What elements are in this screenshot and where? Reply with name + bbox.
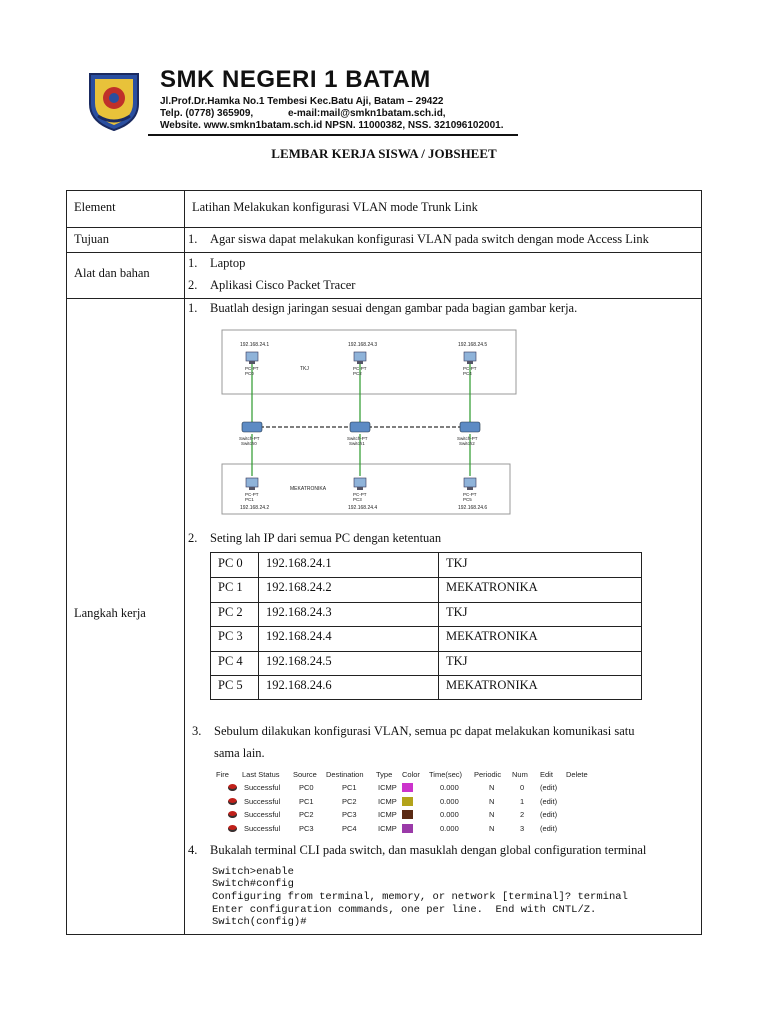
sim-cell-source: PC1 [299,796,314,806]
zone-tkj-label: TKJ [300,366,309,372]
ip-table-ip: 192.168.24.1 [266,556,332,570]
ip-table-pc: PC 0 [218,556,243,570]
page-title: LEMBAR KERJA SISWA / JOBSHEET [271,146,497,161]
row-divider [66,298,702,299]
diagram-switch-type: Switch-PT [239,436,260,441]
header-rule [148,134,518,136]
sim-header: Last Status [242,770,280,779]
diagram-ip-label: 192.168.24.5 [458,342,488,348]
sim-cell-periodic: N [489,823,495,833]
alat-label: Alat dan bahan [74,266,150,280]
sim-cell-status: Successful [244,783,281,792]
zone-mekatronika-label: MEKATRONIKA [290,486,327,492]
diagram-pc-type: PC-PT [353,492,367,497]
cli-line: Switch(config)# [212,916,307,928]
diagram-switch-name: Switch1 [349,441,365,446]
fire-icon[interactable] [228,811,237,818]
ip-table-vlan: MEKATRONIKA [446,629,538,643]
school-website: Website. www.smkn1batam.sch.id NPSN. 11000382, NSS. 321096102001. [160,120,504,131]
ip-table-ip: 192.168.24.6 [266,678,332,692]
step-1-text: Buatlah design jaringan sesuai dengan gambar pada bagian gambar kerja. [210,301,578,315]
sim-cell-source: PC2 [299,810,314,819]
school-name: SMK NEGERI 1 BATAM [160,66,431,93]
element-value: Latihan Melakukan konfigurasi VLAN mode Trunk Link [192,200,478,214]
alat-item-number: 2. [188,278,198,292]
ip-table-pc: PC 4 [218,654,243,668]
ip-table-pc: PC 5 [218,678,243,692]
sim-cell-time: 0.000 [440,796,459,806]
step-4-number: 4. [188,843,198,857]
sim-cell-status: Successful [244,796,281,806]
sim-cell-type: ICMP [378,796,397,806]
cli-line: Switch>enable [212,866,294,878]
alat-item: Laptop [210,256,246,270]
sim-cell-time: 0.000 [440,823,459,833]
sim-cell-dest: PC2 [342,796,357,806]
ip-table-pc: PC 2 [218,605,243,619]
sim-cell-edit[interactable]: (edit) [540,783,558,792]
cli-line: Switch#config [212,878,294,890]
sim-cell-periodic: N [489,783,495,792]
pdu-color-swatch [402,810,413,819]
diagram-pc-name: PC4 [463,371,472,376]
fire-icon[interactable] [228,825,237,832]
diagram-pc-type: PC-PT [463,366,477,371]
diagram-pc-name: PC0 [245,371,254,376]
sim-cell-source: PC0 [299,783,314,792]
tujuan-value: Agar siswa dapat melakukan konfigurasi VLAN pada switch dengan mode Access Link [210,232,649,246]
sim-header: Periodic [474,770,502,779]
diagram-ip-label: 192.168.24.6 [458,505,488,511]
ip-table-vlan: MEKATRONIKA [446,580,538,594]
sim-header: Edit [540,770,553,779]
sim-cell-periodic: N [489,796,495,806]
school-address: Jl.Prof.Dr.Hamka No.1 Tembesi Kec.Batu Aji, Batam – 29422 [160,96,444,107]
step-3-text: sama lain. [214,746,265,760]
row-divider [66,252,702,253]
diagram-ip-label: 192.168.24.1 [240,342,270,348]
step-2-text: Seting lah IP dari semua PC dengan ketentuan [210,531,442,545]
sim-cell-source: PC3 [299,823,314,833]
sim-cell-status: Successful [244,823,281,833]
ip-table-vlan: TKJ [446,654,468,668]
diagram-switch-type: Switch-PT [457,436,478,441]
sim-cell-edit[interactable]: (edit) [540,796,558,806]
ip-table-pc: PC 3 [218,629,243,643]
diagram-switch-name: Switch0 [241,441,257,446]
langkah-label: Langkah kerja [74,606,146,620]
pdu-color-swatch [402,824,413,833]
cli-line: Configuring from terminal, memory, or network [terminal]? terminal [212,891,628,903]
sim-cell-num: 1 [520,796,525,806]
alat-item: Aplikasi Cisco Packet Tracer [210,278,356,292]
tujuan-number: 1. [188,232,198,246]
sim-header: Type [376,770,393,779]
diagram-ip-label: 192.168.24.4 [348,505,378,511]
pdu-color-swatch [402,783,413,792]
column-divider [184,190,185,935]
ip-table-pc: PC 1 [218,580,243,594]
step-2-number: 2. [188,531,198,545]
sim-cell-type: ICMP [378,810,397,819]
sim-cell-edit[interactable]: (edit) [540,810,558,819]
step-1-number: 1. [188,301,198,315]
diagram-pc-name: PC5 [463,497,472,502]
sim-header: Destination [326,770,364,779]
sim-header: Time(sec) [429,770,463,779]
step-4-text: Bukalah terminal CLI pada switch, dan masuklah dengan global configuration terminal [210,843,647,857]
switch-icon [460,422,480,432]
school-email: e-mail:mail@smkn1batam.sch.id, [288,108,446,119]
diagram-pc-name: PC2 [353,371,362,376]
switch-icon [242,422,262,432]
school-logo-icon [86,70,142,132]
sim-cell-dest: PC4 [342,823,357,833]
diagram-pc-type: PC-PT [353,366,367,371]
sim-cell-status: Successful [244,810,281,819]
sim-cell-dest: PC3 [342,810,357,819]
ip-table-vlan: MEKATRONIKA [446,678,538,692]
diagram-ip-label: 192.168.24.3 [348,342,378,348]
ip-table-ip: 192.168.24.2 [266,580,332,594]
sim-header: Source [293,770,317,779]
sim-header: Color [402,770,420,779]
step-3-text: Sebulum dilakukan konfigurasi VLAN, semua pc dapat melakukan komunikasi satu [214,724,635,738]
diagram-pc-type: PC-PT [463,492,477,497]
ip-table-vlan: TKJ [446,556,468,570]
network-topology-diagram [214,326,524,518]
sim-header: Delete [566,770,588,779]
element-label: Element [74,200,116,214]
diagram-pc-type: PC-PT [245,366,259,371]
diagram-pc-name: PC1 [245,497,254,502]
ip-table-ip: 192.168.24.3 [266,605,332,619]
cli-line: Enter configuration commands, one per line. End with CNTL/Z. [212,904,597,916]
sim-cell-time: 0.000 [440,783,459,792]
sim-cell-num: 3 [520,823,525,833]
alat-item-number: 1. [188,256,198,270]
step-3-number: 3. [192,724,202,738]
ip-table-ip: 192.168.24.4 [266,629,332,643]
ip-table-ip: 192.168.24.5 [266,654,332,668]
sim-header: Fire [216,770,229,779]
switch-icon [350,422,370,432]
sim-cell-edit[interactable]: (edit) [540,823,558,833]
sim-cell-periodic: N [489,810,495,819]
sim-header: Num [512,770,528,779]
fire-icon[interactable] [228,784,237,791]
sim-cell-dest: PC1 [342,783,357,792]
sim-cell-time: 0.000 [440,810,459,819]
pdu-color-swatch [402,797,413,806]
diagram-switch-type: Switch-PT [347,436,368,441]
sim-cell-num: 2 [520,810,525,819]
diagram-pc-name: PC3 [353,497,362,502]
sim-cell-type: ICMP [378,783,397,792]
diagram-switch-name: Switch2 [459,441,475,446]
tujuan-label: Tujuan [74,232,109,246]
diagram-pc-type: PC-PT [245,492,259,497]
ip-table-vlan: TKJ [446,605,468,619]
school-phone: Telp. (0778) 365909, [160,108,254,119]
row-divider [66,227,702,228]
fire-icon[interactable] [228,798,237,805]
sim-cell-type: ICMP [378,823,397,833]
sim-cell-num: 0 [520,783,525,792]
diagram-ip-label: 192.168.24.2 [240,505,270,511]
